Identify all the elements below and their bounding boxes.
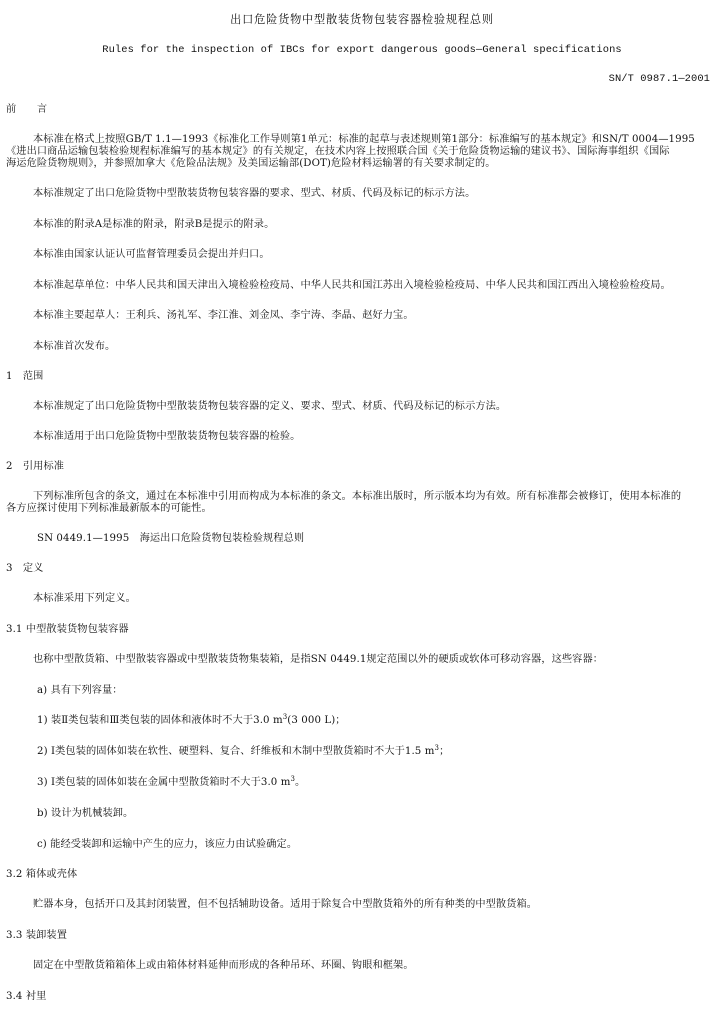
foreword-paragraph-5: 本标准起草单位：中华人民共和国天津出入境检验检疫局、中华人民共和国江苏出入境检验检疫局、中华人民共和国江西出入境检验检疫局。	[33, 280, 671, 291]
section-1-heading: 1 范围	[6, 371, 44, 382]
list-item-a-2	[37, 745, 449, 758]
section-2-paragraph-line-2: 各方应探讨使用下列标准最新版本的可能性。	[6, 503, 212, 514]
foreword-paragraph-6: 本标准主要起草人：王利兵、汤礼军、李江淮、刘金凤、李宁涛、李晶、赵好力宝。	[33, 310, 414, 321]
list-item-a-2-text: 2) Ⅰ类包装的固体如装在软性、硬塑料、复合、纤维板和木制中型散货箱时不大于1.5 m	[37, 746, 435, 757]
list-item-a-3-tail: 。	[295, 777, 306, 788]
list-item-c: c) 能经受装卸和运输中产生的应力，该应力由试验确定。	[37, 839, 298, 850]
section-2-paragraph-line-1: 下列标准所包含的条文，通过在本标准中引用而构成为本标准的条文。本标准出版时，所示版本均为有效。所有标准都会被修订，使用本标准的	[33, 491, 682, 502]
referenced-standard: SN 0449.1—1995 海运出口危险货物包装检验规程总则	[37, 533, 305, 544]
section-2-heading: 2 引用标准	[6, 461, 65, 472]
standard-code: SN/T 0987.1—2001	[608, 73, 710, 85]
superscript-3: 3	[434, 744, 440, 752]
section-3-heading: 3 定义	[6, 563, 44, 574]
foreword-paragraph-1-line-1: 本标准在格式上按照GB/T 1.1—1993《标准化工作导则第1单元：标准的起草与表述规则第1部分：标准编写的基本规定》和SN/T 0004—1995	[33, 134, 695, 145]
foreword-paragraph-3: 本标准的附录A是标准的附录，附录B是提示的附录。	[33, 219, 275, 230]
foreword-paragraph-1-line-2: 《进出口商品运输包装检验规程标准编写的基本规定》的有关规定，在技术内容上按照联合国《关于危险货物运输的建议书》、国际海事组织《国际	[6, 146, 670, 157]
section-3-paragraph: 本标准采用下列定义。	[33, 593, 136, 604]
foreword-paragraph-2: 本标准规定了出口危险货物中型散装货物包装容器的要求、型式、材质、代码及标记的标示方法。	[33, 188, 476, 199]
section-3-1-heading: 3.1 中型散装货物包装容器	[6, 624, 129, 635]
document-title-chinese: 出口危险货物中型散装货物包装容器检验规程总则	[230, 13, 494, 26]
list-item-a: a) 具有下列容量：	[37, 685, 123, 696]
document-title-english: Rules for the inspection of IBCs for export dangerous goods—General specifications	[102, 44, 622, 56]
superscript-3: 3	[290, 775, 296, 783]
list-item-a-3	[37, 776, 305, 789]
foreword-paragraph-4: 本标准由国家认证认可监督管理委员会提出并归口。	[33, 249, 270, 260]
foreword-paragraph-1-line-3: 海运危险货物规则》，并参照加拿大《危险品法规》及美国运输部(DOT)危险材料运输署的有关要求制定的。	[6, 158, 496, 169]
list-item-a-2-tail: ；	[439, 746, 450, 757]
section-3-4-heading: 3.4 衬里	[6, 991, 47, 1002]
foreword-paragraph-7: 本标准首次发布。	[33, 341, 116, 352]
section-3-1-paragraph: 也称中型散货箱、中型散装容器或中型散装货物集装箱，是指SN 0449.1规定范围以外的硬质或软体可移动容器，这些容器：	[33, 654, 604, 665]
list-item-a-3-text: 3) Ⅰ类包装的固体如装在金属中型散货箱时不大于3.0 m	[37, 777, 291, 788]
list-item-b: b) 设计为机械装卸。	[37, 808, 134, 819]
section-1-paragraph-2: 本标准适用于出口危险货物中型散装货物包装容器的检验。	[33, 431, 301, 442]
section-3-3-paragraph: 固定在中型散货箱箱体上或由箱体材料延伸而形成的各种吊环、环圈、钩眼和框架。	[33, 960, 414, 971]
section-3-3-heading: 3.3 装卸装置	[6, 930, 67, 941]
list-item-a-1-tail: (3 000 L)；	[287, 715, 346, 726]
list-item-a-1-text: 1) 装Ⅱ类包装和Ⅲ类包装的固体和液体时不大于3.0 m	[37, 715, 283, 726]
section-3-2-paragraph: 贮器本身，包括开口及其封闭装置，但不包括辅助设备。适用于除复合中型散货箱外的所有种类的中型散货箱。	[33, 899, 538, 910]
superscript-3: 3	[282, 713, 288, 721]
section-1-paragraph-1: 本标准规定了出口危险货物中型散装货物包装容器的定义、要求、型式、材质、代码及标记的标示方法。	[33, 401, 507, 412]
list-item-a-1	[37, 714, 346, 727]
foreword-heading: 前 言	[6, 104, 48, 115]
section-3-2-heading: 3.2 箱体或壳体	[6, 869, 78, 880]
